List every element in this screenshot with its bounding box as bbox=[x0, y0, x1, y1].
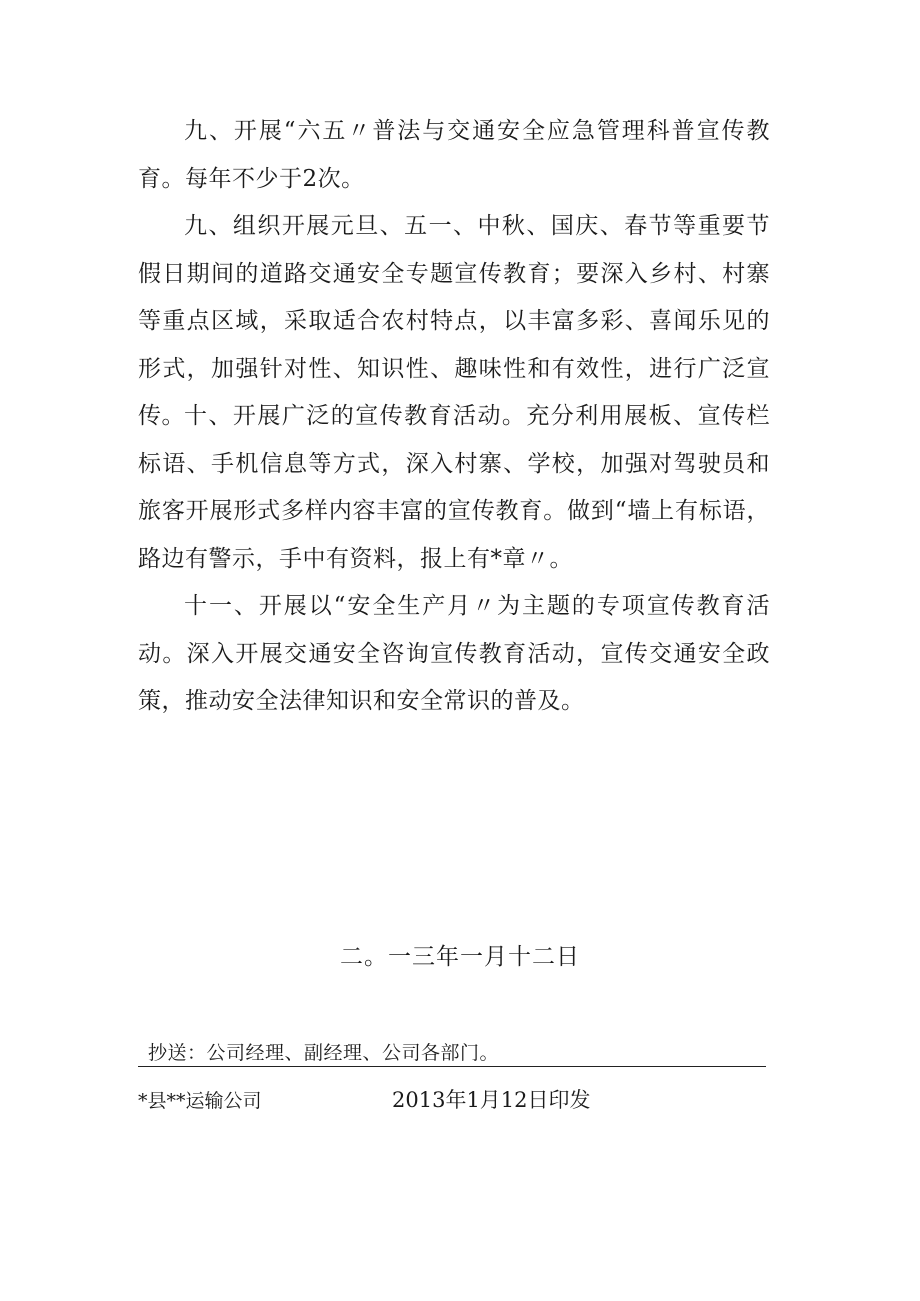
paragraph-item-9b: 九、组织开展元旦、五一、中秋、国庆、春节等重要节假日期间的道路交通安全专题宣传教育；要深入乡村、村寨等重点区域，采取适合农村特点，以丰富多彩、喜闻乐见的形式，加强针对性、知识性、趣味性和有效性，进行广泛宣传。 bbox=[138, 213, 770, 429]
divider-line bbox=[138, 1066, 766, 1067]
cc-recipients: 抄送：公司经理、副经理、公司各部门。 bbox=[148, 1042, 500, 1064]
paragraph-item-11: 十一、开展以“安全生产月〃为主题的专项宣传教育活动。深入开展交通安全咨询宣传教育活动，宣传交通安全政策，推动安全法律知识和安全常识的普及。 bbox=[138, 593, 770, 714]
paragraph-item-9a: 九、开展“六五〃普法与交通安全应急管理科普宣传教育。每年不少于2次。 bbox=[138, 118, 770, 192]
issuing-organization: *县**运输公司 bbox=[138, 1090, 262, 1112]
paragraph-item-10: 十、开展广泛的宣传教育活动。充分利用展板、宣传栏标语、手机信息等方式，深入村寨、学校，加强对驾驶员和旅客开展形式多样内容丰富的宣传教育。做到“墙上有标语，路边有警示，手中有资料，报上有*章〃。 bbox=[138, 403, 770, 572]
issue-date: 2013年1月12日印发 bbox=[392, 1088, 591, 1112]
document-date: 二。一三年一月十二日 bbox=[340, 944, 580, 970]
